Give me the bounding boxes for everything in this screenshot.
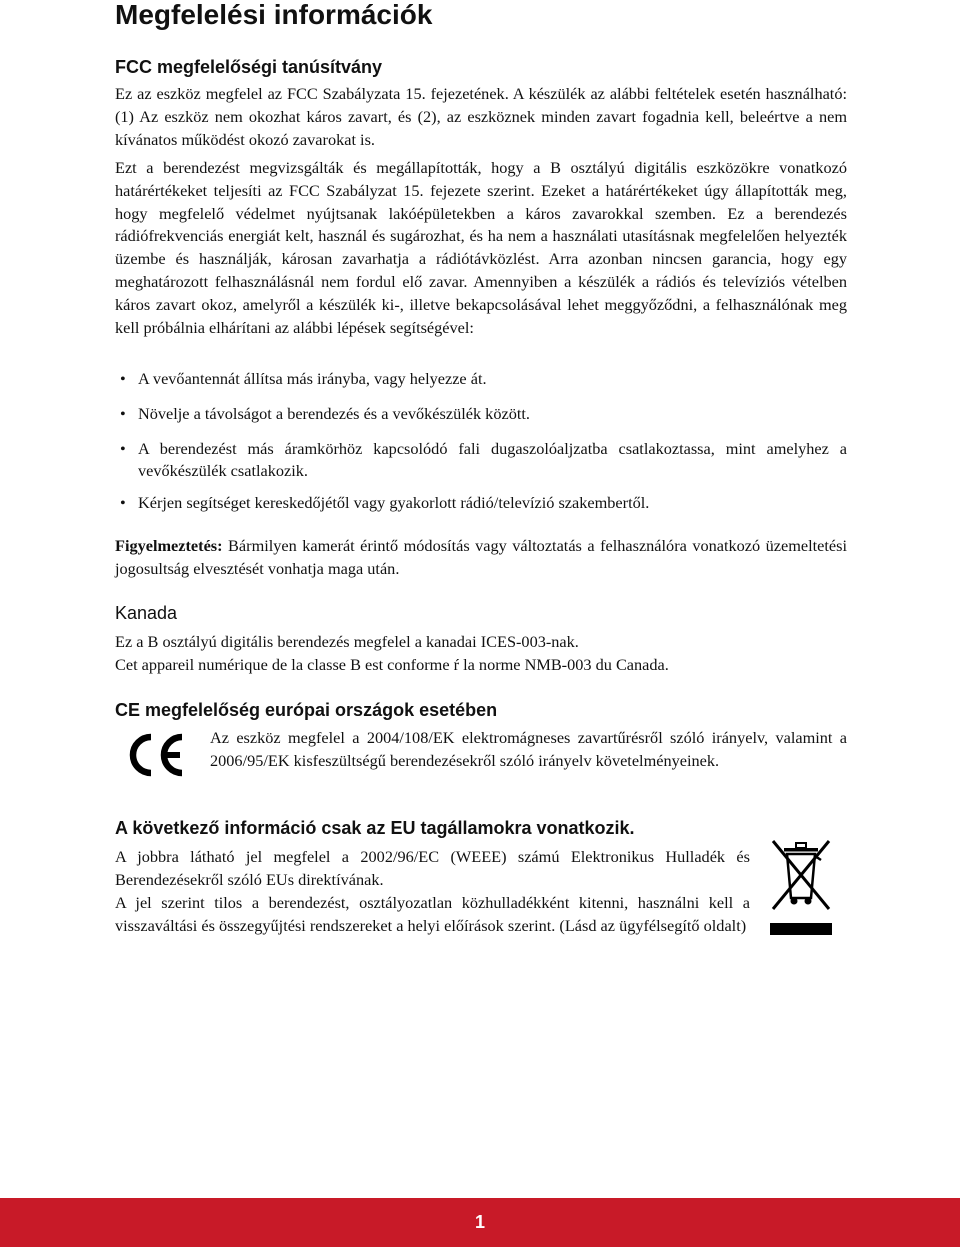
eu-paragraph-2: A jel szerint tilos a berendezést, osztályozatlan közhulladékként kitenni, használni kell a visszaváltási és összegyűjtési rendszereket a helyi előírások szerint. (Lásd az ügyfélsegítő oldalt) <box>115 893 750 935</box>
eu-paragraph-1: A jobbra látható jel megfelel a 2002/96/EC (WEEE) számú Elektronikus Hulladék és Berendezésekről szóló EUs direktívának. <box>115 847 750 889</box>
canada-line-1: Ez a B osztályú digitális berendezés megfelel a kanadai ICES-003-nak. <box>115 632 579 651</box>
fcc-paragraph-1: Ez az eszköz megfelel az FCC Szabályzata 15. fejezetének. A készülék az alábbi feltételek esetén használható: (1) Az eszköz nem okozhat káros zavart, és (2), az eszköznek minden zavart fogadnia kell, beleértve a nem kívánatos működést okozó zavarokat is. <box>115 84 847 149</box>
list-item: • A berendezést más áramkörhöz kapcsolódó fali dugaszolóaljzatba csatlakoztassa, mint amelyhez a vevőkészülék csatlakozik. <box>115 438 847 484</box>
fcc-paragraph-2: Ezt a berendezést megvizsgálták és megállapították, hogy a B osztályú digitális eszközökre vonatkozó határértékeket teljesíti az FCC Szabályzat 15. fejezete szerint. Ezeket a határértékeket úgy állapították meg, hogy megfelelő védelmet nyújtsanak lakóépületekben a káros zavarokkal szemben. Ez a berendezés rádiófrekvenciás energiát kelt, használ és sugározhat, és ha nem a használati utasításnak megfelelően helyezték üzembe és használják, károsan zavarhatja a rádiótávközlést. Arra azonban nincsen garancia, hogy egy meghatározott felhasználásnál nem fordul elő zavar. Amennyiben a készülék a rádiós és televíziós vételben káros zavart okoz, amelyről a készülék ki-, illetve bekapcsolásával lehet meggyőződni, a felhasználónak meg kell próbálnia elhárítani az alábbi lépések segítségével: <box>115 158 847 337</box>
ce-heading: CE megfelelőség európai országok esetében <box>115 700 498 720</box>
fcc-warning <box>115 535 847 581</box>
canada-line-2: Cet appareil numérique de la classe B est conforme ŕ la norme NMB-003 du Canada. <box>115 655 669 674</box>
list-item: • Kérjen segítséget kereskedőjétől vagy gyakorlott rádió/televízió szakembertől. <box>115 492 847 515</box>
ce-mark-icon <box>124 731 186 779</box>
page-title: Megfelelési információk <box>115 0 433 30</box>
page-footer <box>0 1198 960 1247</box>
crossed-out-wheelie-bin-icon <box>768 838 832 936</box>
list-item: • Növelje a távolságot a berendezés és a vevőkészülék között. <box>115 403 847 426</box>
canada-heading: Kanada <box>115 603 178 623</box>
list-item: • A vevőantennát állítsa más irányba, vagy helyezze át. <box>115 368 847 391</box>
fcc-heading: FCC megfelelőségi tanúsítvány <box>115 57 383 77</box>
page-number: 1 <box>474 1212 485 1232</box>
warning-text: Bármilyen kamerát érintő módosítás vagy változtatás a felhasználóra vonatkozó üzemeltetési jogosultság elvesztését vonhatja maga után. <box>115 536 847 578</box>
ce-text: Az eszköz megfelel a 2004/108/EK elektromágneses zavartűrésről szóló irányelv, valamint a 2006/95/EK kisfeszültségű berendezésekről szóló irányelv követelményeinek. <box>210 728 847 770</box>
eu-heading: A következő információ csak az EU tagállamokra vonatkozik. <box>115 818 635 838</box>
fcc-steps-list <box>115 368 847 515</box>
warning-label: Figyelmeztetés: <box>115 536 223 555</box>
